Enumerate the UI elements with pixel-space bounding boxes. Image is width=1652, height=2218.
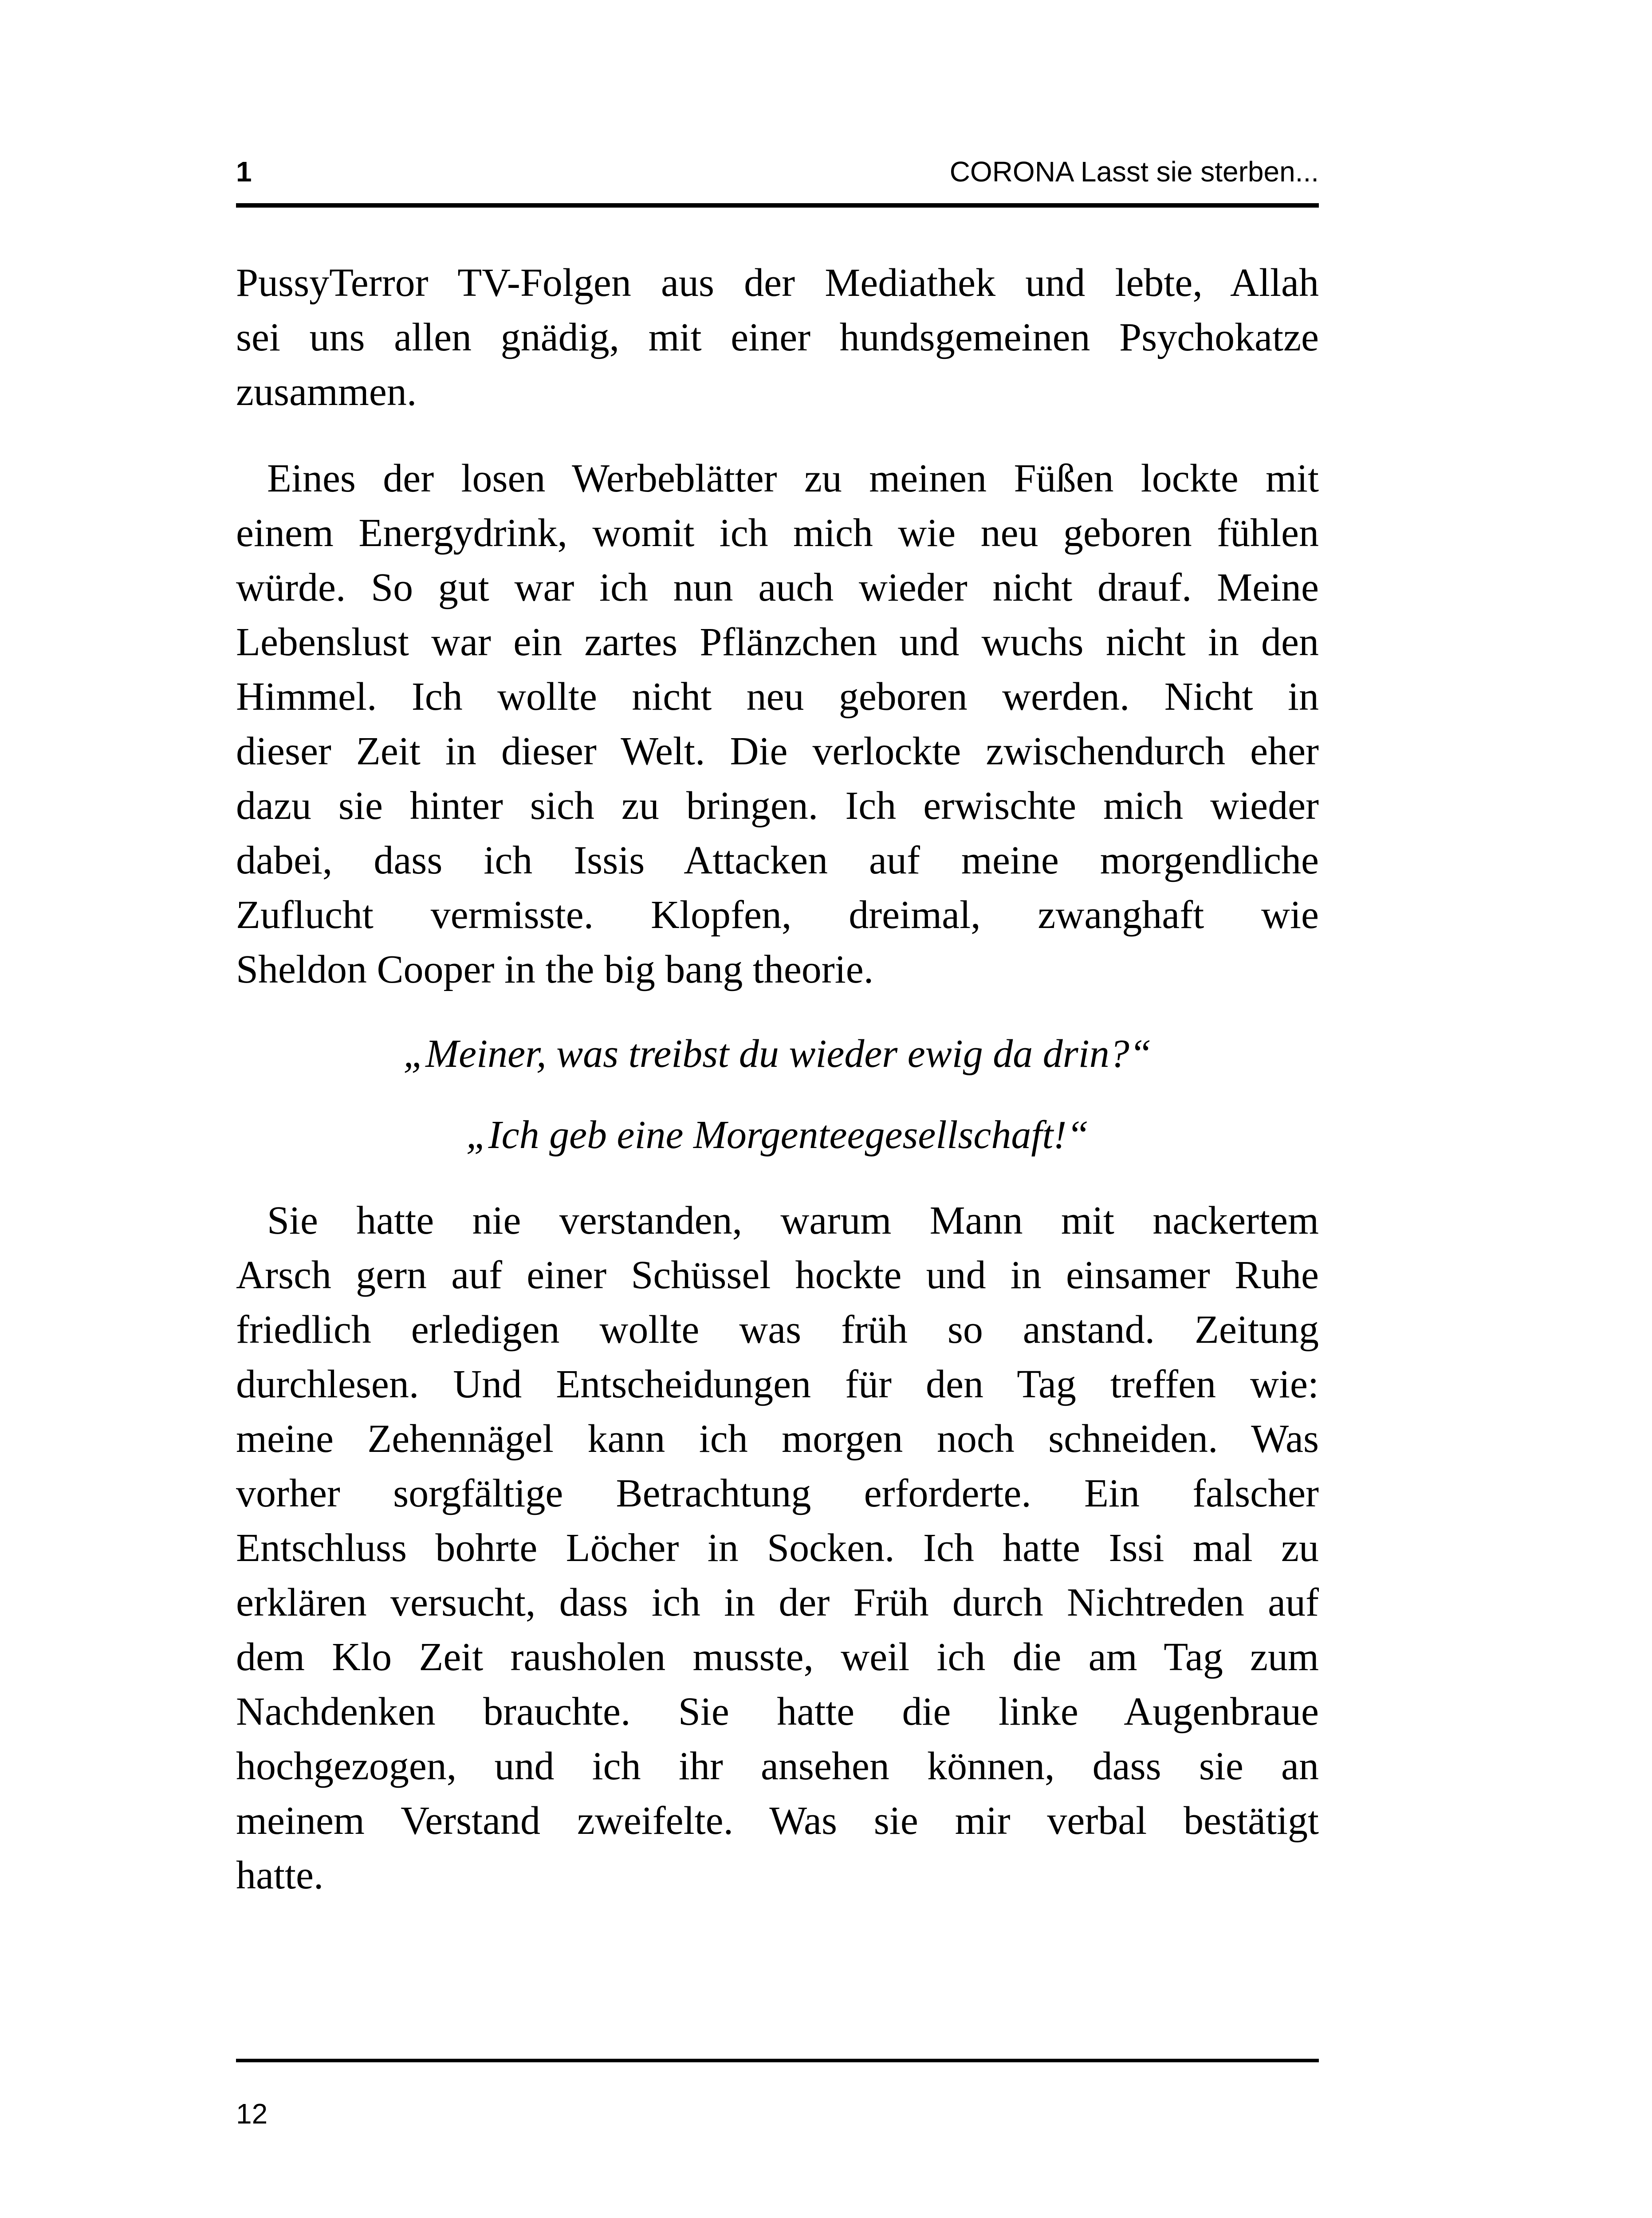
book-title: CORONA Lasst sie sterben... — [949, 156, 1319, 188]
running-header — [236, 151, 1319, 200]
text-line: zusammen. — [236, 370, 417, 414]
text-line: meinem Verstand zweifelte. Was sie mir verbal bestätigt — [236, 1799, 1319, 1843]
dialogue-quote: „Meiner, was treibst du wieder ewig da drin?“ — [403, 1032, 1152, 1076]
text-line: dabei, dass ich Issis Attacken auf meine morgendliche — [236, 838, 1319, 882]
text-line: hochgezogen, und ich ihr ansehen können, dass sie an — [236, 1744, 1319, 1788]
dialogue-quote: „Ich geb eine Morgenteegesellschaft!“ — [466, 1113, 1089, 1157]
chapter-number: 1 — [236, 156, 252, 188]
text-line: würde. So gut war ich nun auch wieder nicht drauf. Meine — [236, 566, 1319, 610]
text-line: erklären versucht, dass ich in der Früh durch Nichtreden auf — [236, 1581, 1319, 1624]
text-line: Himmel. Ich wollte nicht neu geboren werden. Nicht in — [236, 675, 1319, 719]
text-line: meine Zehennägel kann ich morgen noch schneiden. Was — [236, 1417, 1319, 1461]
footer-rule — [236, 2059, 1319, 2062]
text-line: sei uns allen gnädig, mit einer hundsgemeinen Psychokatze — [236, 315, 1319, 359]
text-line: durchlesen. Und Entscheidungen für den Tag treffen wie: — [236, 1362, 1319, 1406]
text-line: Nachdenken brauchte. Sie hatte die linke Augenbraue — [236, 1690, 1319, 1734]
page-number: 12 — [236, 2098, 268, 2130]
text-line: Sie hatte nie verstanden, warum Mann mit nackertem — [267, 1199, 1319, 1243]
text-line: hatte. — [236, 1853, 324, 1897]
paragraph-3 — [236, 1193, 1319, 1903]
text-line: Sheldon Cooper in the big bang theorie. — [236, 948, 874, 991]
text-line: Arsch gern auf einer Schüssel hockte und in einsamer Ruhe — [236, 1253, 1319, 1297]
text-line: dieser Zeit in dieser Welt. Die verlockte zwischendurch eher — [236, 729, 1319, 773]
paragraph-1 — [236, 256, 1319, 419]
header-rule — [236, 203, 1319, 208]
text-line: Entschluss bohrte Löcher in Socken. Ich hatte Issi mal zu — [236, 1526, 1319, 1570]
text-line: dazu sie hinter sich zu bringen. Ich erwischte mich wieder — [236, 784, 1319, 828]
text-line: dem Klo Zeit rausholen musste, weil ich die am Tag zum — [236, 1635, 1319, 1679]
text-line: vorher sorgfältige Betrachtung erforderte. Ein falscher — [236, 1471, 1319, 1515]
text-line: friedlich erledigen wollte was früh so anstand. Zeitung — [236, 1308, 1319, 1352]
text-line: PussyTerror TV-Folgen aus der Mediathek und lebte, Allah — [236, 261, 1319, 305]
text-line: einem Energydrink, womit ich mich wie neu geboren fühlen — [236, 511, 1319, 555]
text-line: Lebenslust war ein zartes Pflänzchen und wuchs nicht in den — [236, 620, 1319, 664]
paragraph-2 — [236, 451, 1319, 997]
text-line: Zuflucht vermisste. Klopfen, dreimal, zwanghaft wie — [236, 893, 1319, 937]
text-line: Eines der losen Werbeblätter zu meinen Füßen lockte mit — [267, 456, 1319, 500]
